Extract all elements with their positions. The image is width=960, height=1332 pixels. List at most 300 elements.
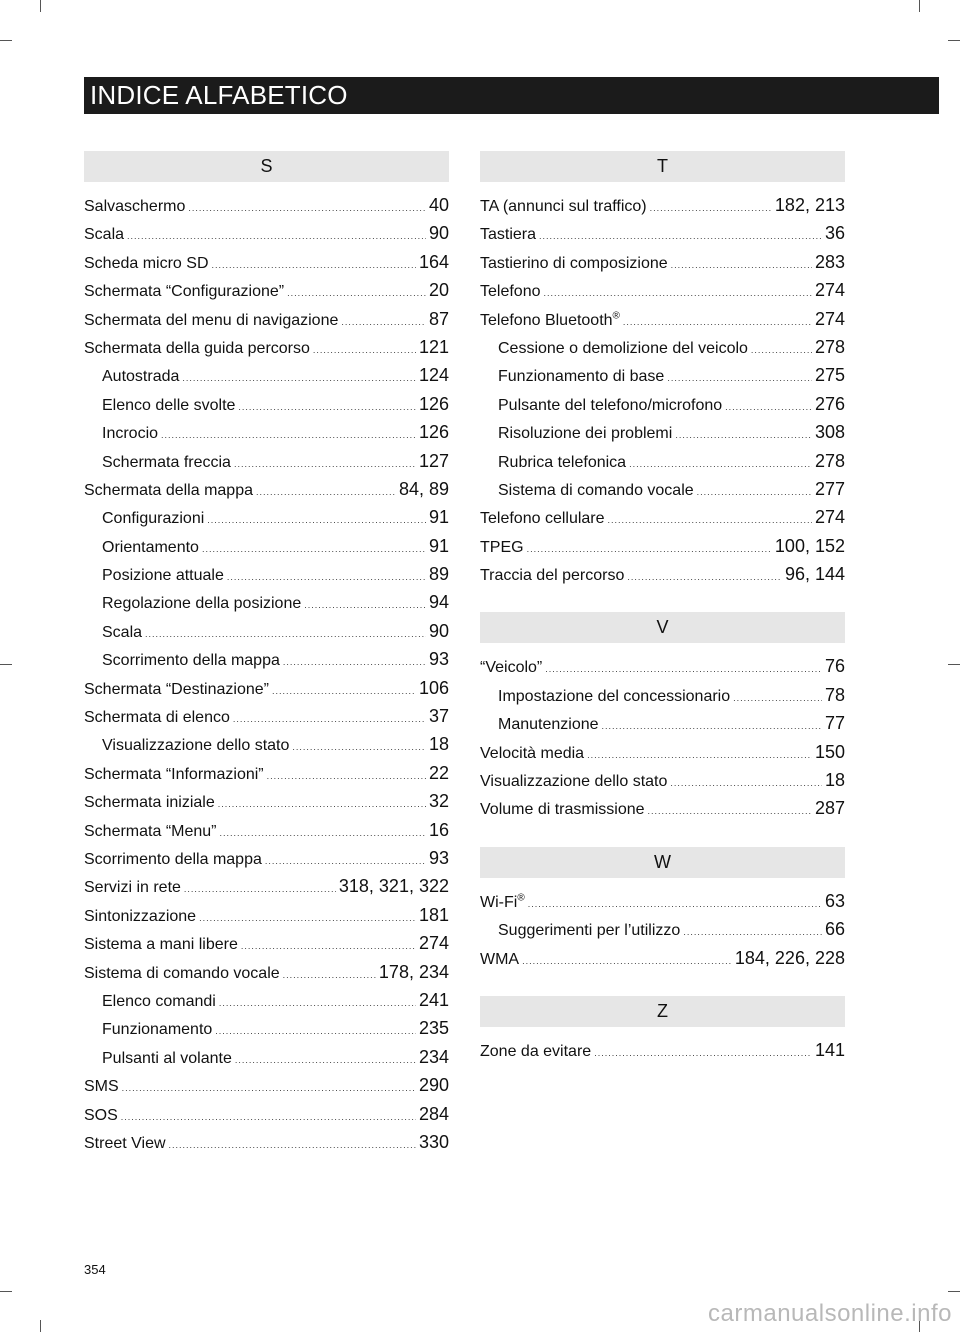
entry-term-text: Tastiera — [480, 226, 537, 244]
entry-term — [480, 278, 541, 306]
index-entry — [480, 1036, 845, 1064]
dot-leader — [267, 772, 426, 781]
index-subentry — [84, 503, 449, 531]
crop-mark — [948, 1291, 960, 1292]
dot-leader — [283, 658, 426, 667]
entry-pages: 287 — [814, 798, 845, 819]
dot-leader — [161, 431, 416, 440]
index-subentry — [84, 1014, 449, 1042]
index-entry — [480, 503, 845, 531]
index-entry — [84, 1100, 449, 1128]
index-entry — [480, 305, 845, 333]
entry-pages: 308 — [814, 422, 845, 443]
entry-pages: 182, 213 — [774, 195, 845, 215]
entry-term — [102, 732, 289, 760]
entry-list — [480, 878, 845, 972]
entry-term — [102, 619, 142, 647]
entry-term-text: WMA — [480, 950, 520, 968]
dot-leader — [145, 630, 426, 639]
section-letter: T — [480, 151, 845, 182]
crop-mark — [40, 0, 41, 12]
dot-leader — [218, 800, 426, 809]
index-subentry — [480, 333, 845, 361]
entry-term — [84, 931, 238, 959]
dot-leader — [199, 914, 416, 923]
entry-term — [480, 740, 584, 768]
index-entry — [84, 787, 449, 815]
entry-pages: 276 — [814, 393, 845, 414]
index-subentry — [84, 447, 449, 475]
entry-list — [480, 1027, 845, 1064]
entry-term-text: Schermata “Menu” — [84, 822, 217, 840]
entry-pages: 16 — [428, 819, 449, 840]
dot-leader — [627, 573, 782, 582]
dot-leader — [623, 318, 812, 327]
entry-pages: 278 — [814, 336, 845, 357]
entry-pages: 121 — [418, 336, 449, 357]
entry-term — [84, 1130, 166, 1158]
index-section-t — [480, 151, 845, 588]
entry-term-text: Configurazioni — [102, 510, 205, 528]
dot-leader — [234, 460, 416, 469]
entry-term-text: SMS — [84, 1078, 119, 1096]
dot-leader — [212, 261, 416, 270]
entry-pages: 100, 152 — [774, 535, 845, 556]
entry-term-text: Street View — [84, 1134, 166, 1152]
dot-leader — [122, 1084, 416, 1093]
entry-term-text: Scorrimento della mappa — [84, 850, 262, 868]
index-subentry — [84, 390, 449, 418]
dot-leader — [667, 374, 812, 383]
index-section-z — [480, 996, 845, 1064]
entry-term — [84, 846, 262, 874]
entry-term-text: “Veicolo” — [480, 659, 543, 677]
entry-term — [102, 420, 158, 448]
entry-pages: 106 — [418, 677, 449, 698]
entry-term-text: Tastierino di composizione — [480, 254, 668, 272]
entry-term — [84, 477, 253, 505]
entry-pages: 290 — [418, 1075, 449, 1096]
index-entry — [84, 475, 449, 503]
dot-leader — [594, 1049, 812, 1058]
index-subentry — [480, 447, 845, 475]
index-entry — [84, 1128, 449, 1156]
index-entry — [84, 816, 449, 844]
entry-pages: 93 — [428, 847, 449, 868]
entry-pages: 126 — [418, 422, 449, 443]
dot-leader — [675, 431, 812, 440]
index-entry — [84, 248, 449, 276]
index-subentry — [84, 588, 449, 616]
dot-leader — [292, 743, 426, 752]
entry-pages: 150 — [814, 741, 845, 762]
entry-term — [84, 789, 215, 817]
entry-term — [84, 818, 217, 846]
entry-term-text: Pulsanti al volante — [102, 1049, 232, 1067]
crop-mark — [919, 0, 920, 12]
index-subentry — [480, 390, 845, 418]
dot-leader — [671, 261, 812, 270]
entry-pages: 124 — [418, 365, 449, 386]
entry-pages: 164 — [418, 251, 449, 272]
dot-leader — [670, 779, 822, 788]
entry-term — [480, 505, 605, 533]
crop-mark — [0, 1291, 12, 1292]
entry-pages: 274 — [814, 507, 845, 528]
entry-pages: 32 — [428, 791, 449, 812]
entry-term — [498, 449, 626, 477]
entry-term-text: Risoluzione dei problemi — [498, 425, 673, 443]
dot-leader — [528, 900, 822, 909]
entry-term-text: Manutenzione — [498, 716, 599, 734]
index-subentry — [480, 709, 845, 737]
entry-term — [102, 392, 235, 420]
entry-pages: 37 — [428, 706, 449, 727]
entry-pages: 330 — [418, 1131, 449, 1152]
entry-term-text: Rubrica telefonica — [498, 453, 627, 471]
index-entry — [480, 219, 845, 247]
dot-leader — [233, 715, 426, 724]
entry-term-text: Telefono — [480, 283, 541, 301]
dot-leader — [725, 403, 812, 412]
index-entry — [84, 929, 449, 957]
dot-leader — [522, 957, 732, 966]
index-entry — [480, 532, 845, 560]
index-entry — [84, 1071, 449, 1099]
entry-term-text: Funzionamento di base — [498, 368, 665, 386]
entry-term-text: Elenco comandi — [102, 992, 216, 1010]
dot-leader — [265, 857, 426, 866]
entry-pages: 94 — [428, 592, 449, 613]
entry-term-text: Schermata del menu di navigazione — [84, 311, 339, 329]
entry-term-text: Velocità media — [480, 744, 585, 762]
entry-term-text: Scorrimento della mappa — [102, 652, 280, 670]
entry-pages: 76 — [824, 656, 845, 677]
dot-leader — [241, 942, 416, 951]
entry-pages: 283 — [814, 251, 845, 272]
entry-term-text: Cessione o demolizione del veicolo — [498, 339, 748, 357]
entry-term — [498, 917, 680, 945]
entry-pages: 275 — [814, 365, 845, 386]
entry-term — [84, 1102, 118, 1130]
entry-term-text: Autostrada — [102, 368, 180, 386]
dot-leader — [202, 545, 426, 554]
entry-term — [84, 307, 338, 335]
entry-list — [84, 182, 449, 1156]
index-entry — [84, 702, 449, 730]
entry-term — [84, 221, 124, 249]
index-section-v — [480, 612, 845, 822]
entry-term-text: Sintonizzazione — [84, 907, 197, 925]
index-subentry — [84, 532, 449, 560]
entry-term-text: Pulsante del telefono/microfono — [498, 396, 723, 414]
entry-pages: 284 — [418, 1103, 449, 1124]
entry-pages: 126 — [418, 393, 449, 414]
dot-leader — [121, 1113, 416, 1122]
entry-term — [102, 505, 204, 533]
entry-pages: 141 — [814, 1039, 845, 1060]
entry-pages: 91 — [428, 535, 449, 556]
dot-leader — [184, 885, 336, 894]
index-entry — [480, 276, 845, 304]
entry-term — [480, 946, 519, 974]
entry-term — [84, 704, 230, 732]
entry-term — [480, 221, 536, 249]
index-subentry — [84, 986, 449, 1014]
entry-term — [498, 363, 664, 391]
index-subentry — [84, 1043, 449, 1071]
dot-leader — [256, 488, 396, 497]
entry-term-text: Telefono Bluetooth — [480, 311, 613, 329]
entry-pages: 90 — [428, 223, 449, 244]
dot-leader — [304, 601, 426, 610]
crop-mark — [0, 40, 12, 41]
entry-term-text: Zone da evitare — [480, 1042, 592, 1060]
entry-term — [480, 193, 647, 221]
index-subentry — [480, 361, 845, 389]
entry-term-text: Sistema di comando vocale — [498, 481, 694, 499]
entry-pages: 278 — [814, 450, 845, 471]
entry-pages: 274 — [418, 933, 449, 954]
dot-leader — [313, 346, 416, 355]
crop-mark — [948, 40, 960, 41]
entry-term — [480, 889, 525, 917]
index-entry — [84, 958, 449, 986]
index-subentry — [84, 418, 449, 446]
index-section-s — [84, 151, 449, 1156]
dot-leader — [235, 1056, 416, 1065]
entry-term-text: Incrocio — [102, 425, 159, 443]
entry-term-text: Schermata freccia — [102, 453, 231, 471]
entry-term-text: Wi-Fi — [480, 893, 518, 911]
entry-term — [102, 590, 301, 618]
index-entry — [480, 887, 845, 915]
index-subentry — [84, 617, 449, 645]
entry-pages: 178, 234 — [378, 961, 449, 982]
index-subentry — [480, 475, 845, 503]
registered-mark: ® — [612, 310, 620, 322]
entry-term — [480, 1038, 591, 1066]
index-entry — [480, 738, 845, 766]
entry-pages: 77 — [824, 713, 845, 734]
index-subentry — [480, 418, 845, 446]
dot-leader — [587, 751, 812, 760]
crop-mark — [0, 664, 12, 665]
index-entry — [84, 219, 449, 247]
entry-term-text: TPEG — [480, 538, 524, 556]
dot-leader — [127, 232, 426, 241]
entry-pages: 184, 226, 228 — [734, 947, 845, 968]
index-entry — [480, 766, 845, 794]
entry-term-text: Salvaschermo — [84, 198, 186, 215]
index-subentry — [84, 560, 449, 588]
entry-term — [480, 654, 542, 682]
entry-pages: 40 — [428, 195, 449, 215]
dot-leader — [602, 722, 822, 731]
index-subentry — [84, 361, 449, 389]
entry-term — [102, 988, 216, 1016]
section-letter: V — [480, 612, 845, 643]
entry-term-text: Elenco delle svolte — [102, 396, 236, 414]
section-letter: W — [480, 847, 845, 878]
entry-term-text: Visualizzazione dello stato — [102, 737, 290, 755]
entry-term-text: Posizione attuale — [102, 567, 224, 585]
entry-term-text: Sistema di comando vocale — [84, 964, 280, 982]
entry-list — [480, 643, 845, 822]
index-entry — [84, 759, 449, 787]
index-entry — [84, 674, 449, 702]
dot-leader — [341, 318, 426, 327]
entry-term — [84, 676, 269, 704]
entry-term-text: Volume di trasmissione — [480, 801, 645, 819]
entry-term-text: Impostazione del concessionario — [498, 687, 731, 705]
entry-term-text: Visualizzazione dello stato — [480, 773, 668, 791]
entry-term — [480, 307, 620, 335]
dot-leader — [527, 545, 772, 554]
dot-leader — [629, 460, 812, 469]
index-entry — [84, 872, 449, 900]
index-entry — [480, 560, 845, 588]
index-column-left — [84, 151, 449, 1180]
entry-term — [498, 477, 694, 505]
entry-term — [84, 250, 209, 278]
section-letter: Z — [480, 996, 845, 1027]
index-subentry — [480, 915, 845, 943]
entry-term-text: Suggerimenti per l’utilizzo — [498, 922, 681, 940]
index-entry — [480, 248, 845, 276]
entry-term — [498, 420, 672, 448]
entry-term — [102, 1045, 232, 1073]
entry-term — [84, 335, 310, 363]
entry-pages: 18 — [824, 770, 845, 791]
index-entry — [84, 901, 449, 929]
entry-pages: 318, 321, 322 — [338, 876, 449, 897]
page-title: INDICE ALFABETICO — [90, 80, 348, 110]
dot-leader — [751, 346, 812, 355]
entry-pages: 93 — [428, 649, 449, 670]
entry-term — [84, 761, 264, 789]
entry-pages: 274 — [814, 280, 845, 301]
index-subentry — [84, 730, 449, 758]
dot-leader — [283, 971, 376, 980]
dot-leader — [219, 999, 416, 1008]
entry-term — [84, 193, 185, 221]
entry-pages: 127 — [418, 450, 449, 471]
entry-term — [84, 874, 181, 902]
dot-leader — [207, 516, 426, 525]
dot-leader — [182, 374, 416, 383]
entry-term-text: Scheda micro SD — [84, 254, 209, 272]
entry-term — [102, 647, 280, 675]
dot-leader — [733, 694, 822, 703]
entry-term-text: Funzionamento — [102, 1021, 213, 1039]
entry-term-text: Scala — [102, 623, 143, 641]
entry-list — [480, 182, 845, 588]
crop-mark — [40, 1320, 41, 1332]
entry-pages: 22 — [428, 762, 449, 783]
dot-leader — [188, 204, 426, 213]
entry-term-text: Schermata di elenco — [84, 709, 230, 727]
entry-pages: 274 — [814, 308, 845, 329]
entry-term — [102, 1016, 212, 1044]
entry-term — [498, 711, 599, 739]
dot-leader — [287, 289, 426, 298]
entry-term-text: Servizi in rete — [84, 879, 181, 897]
entry-term-text: TA (annunci sul traffico) — [480, 198, 647, 215]
entry-pages: 181 — [418, 904, 449, 925]
entry-term — [480, 250, 668, 278]
index-section-w — [480, 847, 845, 972]
watermark: carmanualsonline.info — [708, 1300, 952, 1327]
entry-term — [498, 335, 748, 363]
entry-term-text: Sistema a mani libere — [84, 936, 238, 954]
registered-mark: ® — [517, 892, 525, 904]
page-header — [84, 77, 939, 114]
entry-term-text: Traccia del percorso — [480, 567, 625, 585]
entry-term-text: SOS — [84, 1106, 118, 1124]
dot-leader — [544, 289, 812, 298]
section-letter: S — [84, 151, 449, 182]
entry-term — [102, 562, 224, 590]
entry-term — [102, 534, 199, 562]
entry-term — [84, 278, 284, 306]
dot-leader — [648, 807, 812, 816]
entry-term — [84, 960, 280, 988]
page-number: 354 — [84, 1262, 106, 1277]
entry-pages: 78 — [824, 684, 845, 705]
entry-pages: 96, 144 — [784, 564, 845, 585]
index-entry — [84, 276, 449, 304]
entry-term-text: Schermata iniziale — [84, 794, 215, 812]
dot-leader — [608, 516, 812, 525]
entry-pages: 235 — [418, 1018, 449, 1039]
entry-term — [480, 534, 524, 562]
entry-term-text: Regolazione della posizione — [102, 595, 302, 613]
entry-term — [498, 392, 722, 420]
entry-term — [480, 562, 624, 590]
index-entry — [84, 844, 449, 872]
entry-term-text: Orientamento — [102, 538, 199, 556]
entry-pages: 87 — [428, 308, 449, 329]
entry-term — [480, 768, 667, 796]
dot-leader — [272, 687, 416, 696]
entry-term — [84, 903, 196, 931]
entry-pages: 66 — [824, 919, 845, 940]
index-subentry — [480, 681, 845, 709]
entry-term-text: Schermata “Informazioni” — [84, 765, 264, 783]
index-entry — [480, 652, 845, 680]
index-entry — [84, 305, 449, 333]
entry-term-text: Scala — [84, 226, 125, 244]
dot-leader — [539, 232, 822, 241]
entry-pages: 18 — [428, 734, 449, 755]
dot-leader — [169, 1141, 416, 1150]
index-entry — [84, 333, 449, 361]
entry-pages: 63 — [824, 890, 845, 911]
index-entry — [84, 191, 449, 219]
index-subentry — [84, 645, 449, 673]
entry-pages: 91 — [428, 507, 449, 528]
entry-term — [480, 796, 645, 824]
index-column-right — [480, 151, 845, 1088]
entry-pages: 90 — [428, 620, 449, 641]
entry-term — [84, 1073, 119, 1101]
crop-mark — [948, 664, 960, 665]
entry-term-text: Schermata “Configurazione” — [84, 283, 285, 301]
dot-leader — [227, 573, 426, 582]
dot-leader — [220, 829, 426, 838]
entry-pages: 241 — [418, 989, 449, 1010]
